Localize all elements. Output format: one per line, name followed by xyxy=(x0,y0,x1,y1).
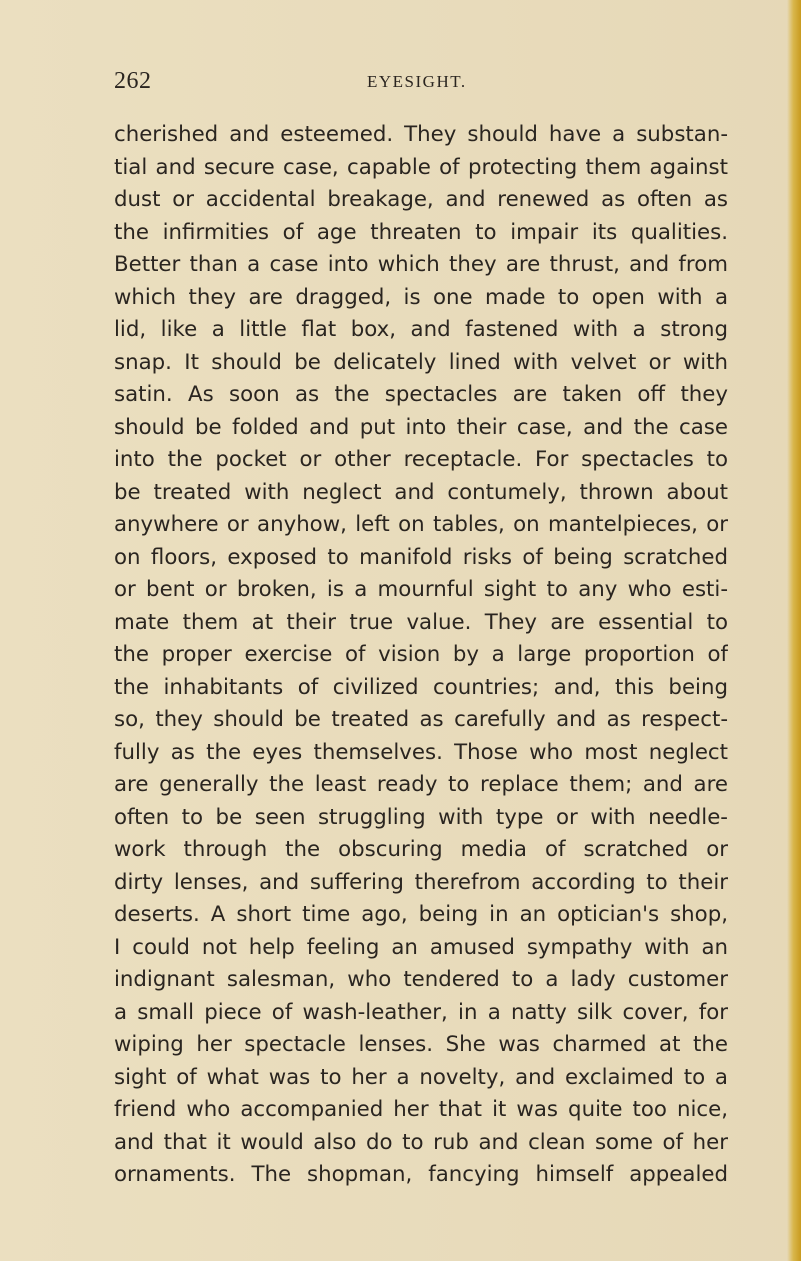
text-line: be treated with neglect and contumely, thrown about xyxy=(114,479,728,505)
text-line: which they are dragged, is one made to open with a xyxy=(114,284,728,310)
text-line: should be folded and put into their case, and the case xyxy=(114,414,728,440)
text-line: sight of what was to her a novelty, and exclaimed to a xyxy=(114,1064,728,1090)
text-line: tial and secure case, capable of protecting them against xyxy=(114,154,728,180)
text-line: wiping her spectacle lenses. She was charmed at the xyxy=(114,1032,728,1057)
text-line: on floors, exposed to manifold risks of being scratched xyxy=(114,544,728,570)
text-line: lid, like a little flat box, and fastened with a strong xyxy=(114,317,728,342)
text-line: the inhabitants of civilized countries; and, this being xyxy=(114,674,728,700)
text-line: cherished and esteemed. They should have a substan- xyxy=(114,122,728,147)
running-title: EYESIGHT. xyxy=(367,72,467,91)
text-line: satin. As soon as the spectacles are taken off they xyxy=(114,382,728,407)
text-line: friend who accompanied her that it was quite too nice, xyxy=(114,1097,728,1122)
text-line: fully as the eyes themselves. Those who most neglect xyxy=(114,739,728,765)
text-line: so, they should be treated as carefully and as respect- xyxy=(114,707,728,732)
text-line: dust or accidental breakage, and renewed as often as xyxy=(114,187,728,212)
page-edge xyxy=(787,0,801,1261)
text-line: indignant salesman, who tendered to a lady customer xyxy=(114,967,728,992)
text-line: snap. It should be delicately lined with velvet or with xyxy=(114,349,728,375)
text-line: anywhere or anyhow, left on tables, on mantelpieces, or xyxy=(114,512,728,537)
page-number: 262 xyxy=(114,68,152,94)
running-head xyxy=(114,68,734,100)
text-line: often to be seen struggling with type or with needle- xyxy=(114,804,728,830)
text-line: a small piece of wash-leather, in a natty silk cover, for xyxy=(114,999,728,1025)
text-line: dirty lenses, and suffering therefrom according to their xyxy=(114,869,728,895)
text-line: deserts. A short time ago, being in an optician's shop, xyxy=(114,902,728,927)
text-line: work through the obscuring media of scratched or xyxy=(114,837,728,862)
text-line: ornaments. The shopman, fancying himself appealed xyxy=(114,1162,728,1187)
text-line: the infirmities of age threaten to impair its qualities. xyxy=(114,219,728,245)
text-line: Better than a case into which they are thrust, and from xyxy=(114,252,728,277)
text-line: are generally the least ready to replace them; and are xyxy=(114,772,728,797)
text-line: or bent or broken, is a mournful sight to any who esti- xyxy=(114,577,728,602)
text-line: the proper exercise of vision by a large proportion of xyxy=(114,642,728,667)
text-line: mate them at their true value. They are essential to xyxy=(114,609,728,635)
body-text xyxy=(114,119,728,1192)
text-line: and that it would also do to rub and clean some of her xyxy=(114,1129,728,1155)
text-line: into the pocket or other receptacle. For spectacles to xyxy=(114,447,728,472)
text-line: I could not help feeling an amused sympathy with an xyxy=(114,934,728,960)
